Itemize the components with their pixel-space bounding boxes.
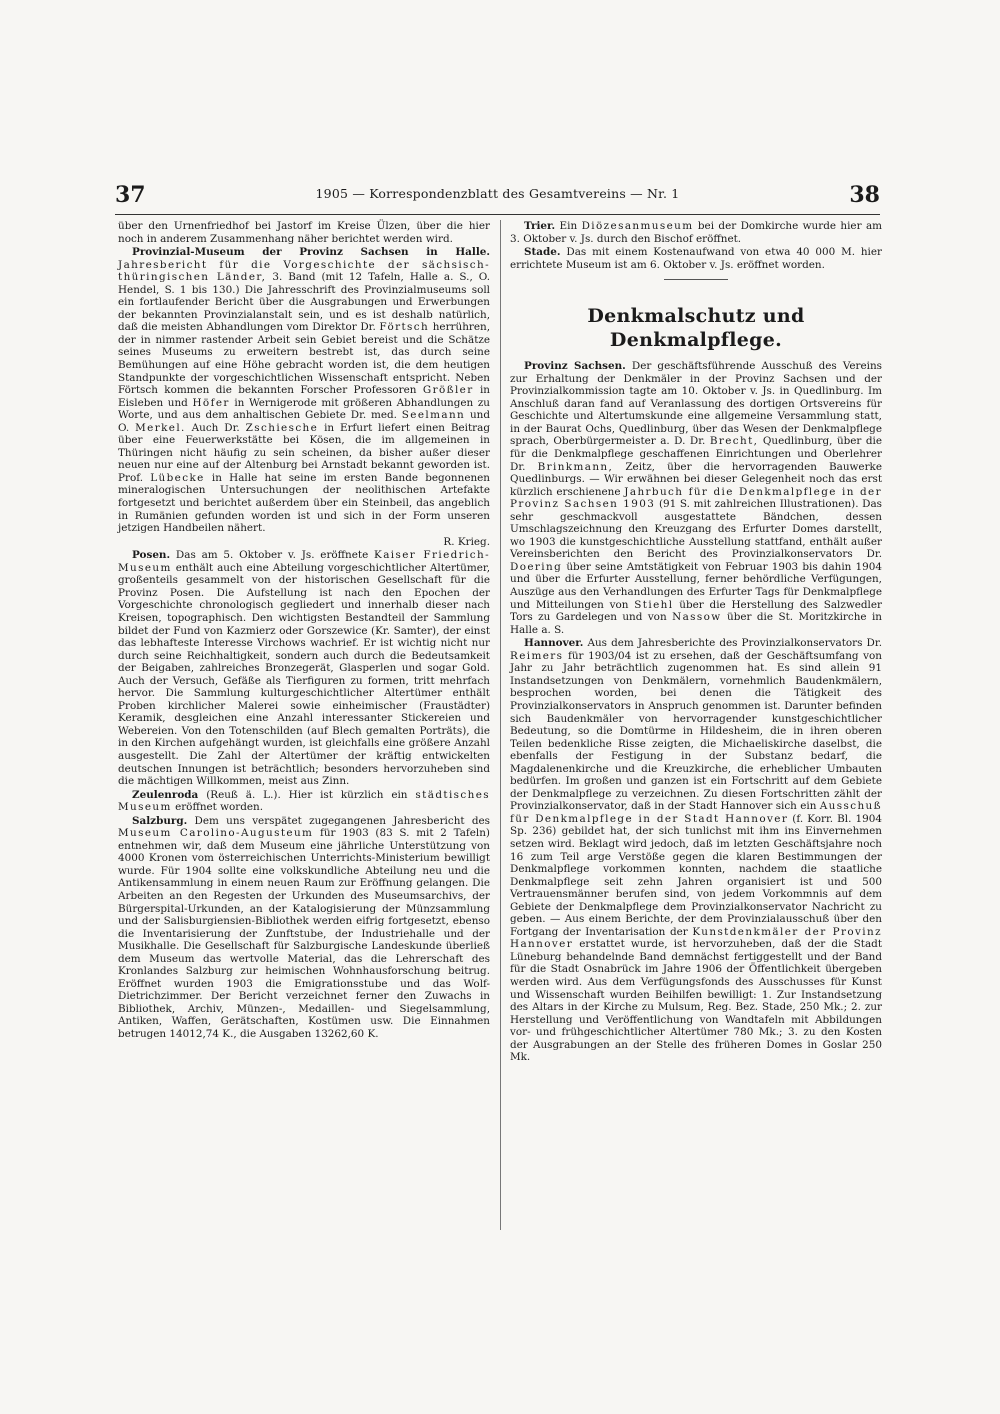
museum-name: städtisches Museum [118, 788, 490, 814]
paragraph-salzburg [118, 815, 490, 1041]
paragraph-provinzial-museum [118, 246, 490, 535]
person-name: Lübecke [150, 471, 205, 484]
emphasized-title: Jahresbericht für die Vorgeschichte der sächsisch-thüringischen Länder, [118, 258, 490, 284]
paragraph-text: Zeitz, über die hervorragenden Bauwerke Quedlinburgs. — Wir erwähnen bei dieser Gelegenheit noch das erst kürzlich erschienene [510, 460, 882, 498]
paragraph-heading: Posen. [132, 549, 171, 562]
person-name: Merkel. [135, 421, 186, 434]
paragraph-text: für 1903 (83 S. mit 2 Tafeln) entnehmen wir, daß dem Museum eine jährliche Unterstützung von 4000 Kronen vom österreichischen Unterrichts-Ministerium bewilligt wurde. Für 1904 sollte eine volkskundliche Abteilung neu und die Antikensammlung in einem neuen Raum zur Eröffnung gelangen. Die Arbeiten an den Regesten der Urkunden des Museumsarchivs, der Bürgerspital-Urkunden, an der Katalogisierung der Münzsammlung und der Salisburgiensien-Bibliothek werden eifrig fortgesetzt, ebenso die Inventarisierung der Zunftstube, der Industriehalle und der Musikhalle. Die Gesellschaft für Salzburgische Landeskunde überließ dem Museum das wertvolle Material, das die Lehrerschaft des Kronlandes Salzburg zur heimischen Wohnhausforschung beitrug. Eröffnet wurden 1903 die Emigrationsstube und das Wolf-Dietrichzimmer. Der Bericht verzeichnet ferner den Zuwachs in Bibliothek, Archiv, Münzen-, Medaillen- und Siegelsammlung, Antiken, Waffen, Gerätschaften, Kostümen usw. Die Einnahmen betrugen 14012,74 K., die Ausgaben 13262,60 K. [118, 827, 490, 1040]
person-name: Reimers [510, 649, 564, 662]
paragraph-text: bei der Domkirche wurde hier am 3. Oktober v. Js. durch den Bischof eröffnet. [510, 220, 882, 245]
page-number-left: 37 [115, 182, 146, 208]
paragraph-text: (Reuß ä. L.). Hier ist kürzlich ein [198, 788, 408, 801]
paragraph-zeulenroda [118, 789, 490, 814]
paragraph-text: in Halle hat seine im ersten Bande begonnenen mineralogischen Untersuchungen der neolithischen Artefakte fortgesetzt und berichtet außerdem über ein Steinbeil, das angeblich in Rumänien gefunden worden ist und sich in der Form unseren jetzigen Handbeilen nähert. [118, 471, 491, 535]
paragraph-heading: Stade. [524, 246, 561, 259]
paragraph-text: Das mit einem Kostenaufwand von etwa 40 000 M. hier errichtete Museum ist am 6. Oktober v. Js. eröffnet worden. [510, 246, 882, 271]
paragraph-text: über die Herstellung des Salzwedler Tors zu Gardelegen und von [510, 598, 882, 624]
person-name: Förtsch [379, 321, 430, 334]
paragraph-text: eröffnet worden. [171, 801, 264, 814]
paragraph-text: über die St. Moritzkirche in Halle a. S. [510, 611, 883, 636]
paragraph-text: (f. Korr. Bl. 1904 Sp. 236) gebildet hat, der sich tunlichst mit ihm ins Einvernehmen setzen wird. Beklagt wird jedoch, daß im letzten Geschäftsjahre noch 16 zum Teil arge Verstöße gegen die klaren Bestimmungen der Denkmalpflege vorkommen konnten, nachdem die staatliche Denkmalpflege seit zehn Jahren organisiert ist und 500 Vertrauensmänner berufen sind, von jedem Vorkommnis auf dem Gebiete der Denkmalpflege dem Provinzialkonservator Nachricht zu geben. — Aus einem Berichte, der dem Provinzialausschuß über den Fortgang der Inventarisation der [510, 812, 882, 938]
person-name: Nassow [672, 611, 722, 624]
paragraph-trier [510, 220, 882, 245]
paragraph-text: Der geschäftsführende Ausschuß des Vereins zur Erhaltung der Denkmäler in der Provinz Sachsen und der Provinzialkommission tagte am 10. Oktober v. Js. in Quedlinburg. Im Anschluß daran fand auf Veranlassung des dortigen Ortsvereins für Geschichte und Altertumskunde eine allgemeine Versammlung statt, in der Baurat Ochs, Quedlinburg, über das Wesen der Denkmalpflege sprach, Oberbürgermeister a. D. Dr. [510, 360, 882, 448]
paragraph-urnenfriedhof: über den Urnenfriedhof bei Jastorf im Kreise Ülzen, über die hier noch in anderem Zusammenhang näher berichtet werden wird. [118, 220, 490, 245]
paragraph-heading: Salzburg. [132, 814, 188, 827]
paragraph-heading: Zeulenroda [132, 788, 199, 801]
paragraph-text: über seine Amtstätigkeit von Februar 1903 bis dahin 1904 und über die Erfurter Ausstellung, ferner behördliche Verfügungen, Auszüge aus den Verhandlungen des Erfurter Tags für Denkmalpflege und Mitteilungen von [510, 560, 882, 611]
paragraph-text: Aus dem Jahresberichte des Provinzialkonservators Dr. [583, 637, 882, 650]
section-title: Denkmalschutz und Denkmalpflege. [587, 305, 805, 352]
paragraph-posen [118, 549, 490, 787]
page-header [115, 182, 880, 212]
paragraph-heading: Provinzial-Museum der Provinz Sachsen in Halle. [132, 246, 490, 259]
paragraph-stade [510, 246, 882, 271]
paragraph-text: in Wernigerode mit größeren Abhandlungen zu Worte, und aus dem anhaltischen Gebiete Dr. med. [118, 396, 490, 422]
running-head: 1905 — Korrespondenzblatt des Gesamtvereins — Nr. 1 [315, 186, 680, 201]
paragraph-text: Das am 5. Oktober v. Js. eröffnete [170, 549, 369, 562]
paragraph-text: für 1903/04 ist zu ersehen, daß der Geschäftsumfang von Jahr zu Jahr beträchtlich zugenommen hat. Es sind allein 91 Instandsetzungen von Denkmälern, vornehmlich Baudenkmälern, besprochen worden, bei denen die Tätigkeit des Provinzialkonservators in Anspruch genommen ist. Darunter befinden sich Baudenkmäler von hervorragender kunstgeschichtlicher Bedeutung, so die Domtürme in Hildesheim, die in ihren oberen Teilen bedenkliche Risse zeigten, die Michaeliskirche daselbst, die ebenfalls der Festigung in der Substanz bedarf, die Magdalenenkirche und die Kreuzkirche, die erheblicher Umbauten bedürfen. Im großen und ganzen ist ein Fortschritt auf dem Gebiete der Denkmalpflege zu verzeichnen. Zu diesen Fortschritten zählt der Provinzialkonservator, daß in der Stadt Hannover sich ein [510, 649, 882, 813]
person-name: Doering [510, 560, 563, 573]
museum-name: Museum Carolino-Augusteum [118, 827, 314, 840]
paragraph-provinz-sachsen [510, 360, 882, 636]
paragraph-heading: Trier. [524, 220, 556, 232]
header-rule [115, 214, 880, 215]
paragraph-text: Ein [555, 220, 578, 232]
paragraph-text: (91 S. mit zahlreichen Illustrationen). Das sehr geschmackvoll ausgestattete Bändchen, dessen Umschlagszeichnung den Kreuzgang des Erfurter Domes darstellt, wo 1903 die kunstgeschichtliche Ausstellung stattfand, enthält außer Vereinsberichten den Bericht des Provinzialkonservators Dr. [510, 498, 882, 561]
publication-title: Jahrbuch für die Denkmalpflege in der Provinz Sachsen 1903 [510, 485, 882, 511]
paragraph-heading: Provinz Sachsen. [524, 360, 626, 373]
paragraph-text: erstattet wurde, ist hervorzuheben, daß der die Stadt Lüneburg behandelnde Band demnächst fertiggestellt und der Band für die Stadt Osnabrück im Jahre 1906 der Öffentlichkeit übergeben werden wird. Aus dem Verfügungsfonds des Ausschusses für Kunst und Wissenschaft wurden Beihilfen bewilligt: 1. Zur Instandsetzung des Altars in der Kirche zu Mulsum, Reg. Bez. Stade, 250 Mk.; 2. zur Herstellung und Veröffentlichung von Wandtafeln mit Abbildungen vor- und frühgeschichtlicher Altertümer 780 Mk.; 3. zu den Kosten der Ausgrabungen an der Stelle des früheren Domes in Goslar 250 Mk. [510, 938, 882, 1064]
left-column [118, 220, 490, 1042]
paragraph-text: Auch Dr. [185, 421, 240, 434]
paragraph-text: herrühren, der in nimmer rastender Arbeit sein Gebiet bereist und die Schätze seines Museums zu erweitern bestrebt ist, das durch seine Bemühungen auf eine Höhe gebracht worden ist, die dem heutigen Standpunkte der vorgeschichtlichen Wissenschaft entspricht. Neben Förtsch kommen die bekannten Forscher Professoren [118, 321, 490, 397]
person-name: Seelmann [401, 409, 466, 422]
page-number-right: 38 [849, 182, 880, 208]
column-divider [500, 220, 501, 1230]
person-name: Größler [422, 384, 474, 397]
person-name: Zschiesche [245, 421, 319, 434]
paragraph-text: 3. Band (mit 12 Tafeln, Halle a. S., O. Hendel, S. 1 bis 130.) Die Jahresschrift des Provinzialmuseums soll ein fortlaufender Bericht über die Ausgrabungen und Erwerbungen der bekannten Provinzialanstalt sein, und es ist deshalb natürlich, daß die meisten Abhandlungen vom Direktor Dr. [118, 271, 490, 334]
person-name: Höfer [192, 396, 230, 409]
person-name: Brinkmann, [537, 460, 614, 473]
person-name: Stiehl [634, 598, 674, 611]
museum-name: Kaiser Friedrich-Museum [118, 549, 490, 574]
person-name: Brecht, [709, 435, 759, 448]
right-column [510, 220, 882, 1065]
paragraph-text: Quedlinburg, über die für die Denkmalpflege geschaffenen Einrichtungen und Oberlehrer Dr. [510, 435, 882, 473]
committee-name: Ausschuß für Denkmalpflege in der Stadt Hannover [510, 800, 882, 825]
paragraph-text: in Erfurt liefert einen Beitrag über eine Feuerwerkstätte bei Kösen, die im allgemeinen in Thüringen nicht häufig zu sein scheinen, da bisher außer dieser neuen nur eine auf der Altenburg bei Arnstadt bekannt geworden ist. Prof. [118, 421, 490, 484]
museum-name: Diözesanmuseum [581, 220, 694, 232]
paragraph-hannover [510, 637, 882, 1064]
paragraph-text: enthält auch eine Abteilung vorgeschichtlicher Altertümer, großenteils gesammelt von der historischen Gesellschaft für die Provinz Posen. Die Aufstellung ist nach den Epochen der Vorgeschichte chronologisch gegliedert und innerhalb dieser nach Kreisen, topographisch. Den wichtigsten Bestandteil der Sammlung bildet der Fund von Kazmierz oder Gorszewice (Kr. Samter), der einst das lebhafteste Interesse Virchows wachrief. Er ist wichtig nicht nur durch seine Reichhaltigkeit, sondern auch durch die Bedeutsamkeit der Beigaben, zahlreiches Bronzegerät, Glasperlen und sogar Gold. Auch der Versuch, Gefäße als Tierfiguren zu formen, tritt mehrfach hervor. Die Sammlung kulturgeschichtlicher Altertümer enthält Proben kirchlicher Malerei sowie einheimischer (Fraustädter) Keramik, desgleichen eine Anzahl interessanter Stickereien und Webereien. Von den Totenschilden (auf Blech gemalten Porträts), die in den Kirchen aufgehängt wurden, ist gleichfalls eine größere Anzahl ausgestellt. Die Zahl der Altertümer der kräftig entwickelten deutschen Innungen ist beträchtlich; besonders hervorzuheben sind die mächtigen Willkommen, meist aus Zinn. [118, 561, 490, 788]
paragraph-text: und O. [118, 409, 490, 434]
publication-title: Kunstdenkmäler der Provinz Hannover [510, 925, 882, 951]
paragraph-heading: Hannover. [524, 637, 584, 650]
section-separator [664, 279, 728, 280]
author-signature: R. Krieg. [443, 535, 490, 548]
paragraph-text: in Eisleben und [118, 384, 490, 409]
paragraph-text: Dem uns verspätet zugegangenen Jahresbericht des [187, 814, 490, 827]
